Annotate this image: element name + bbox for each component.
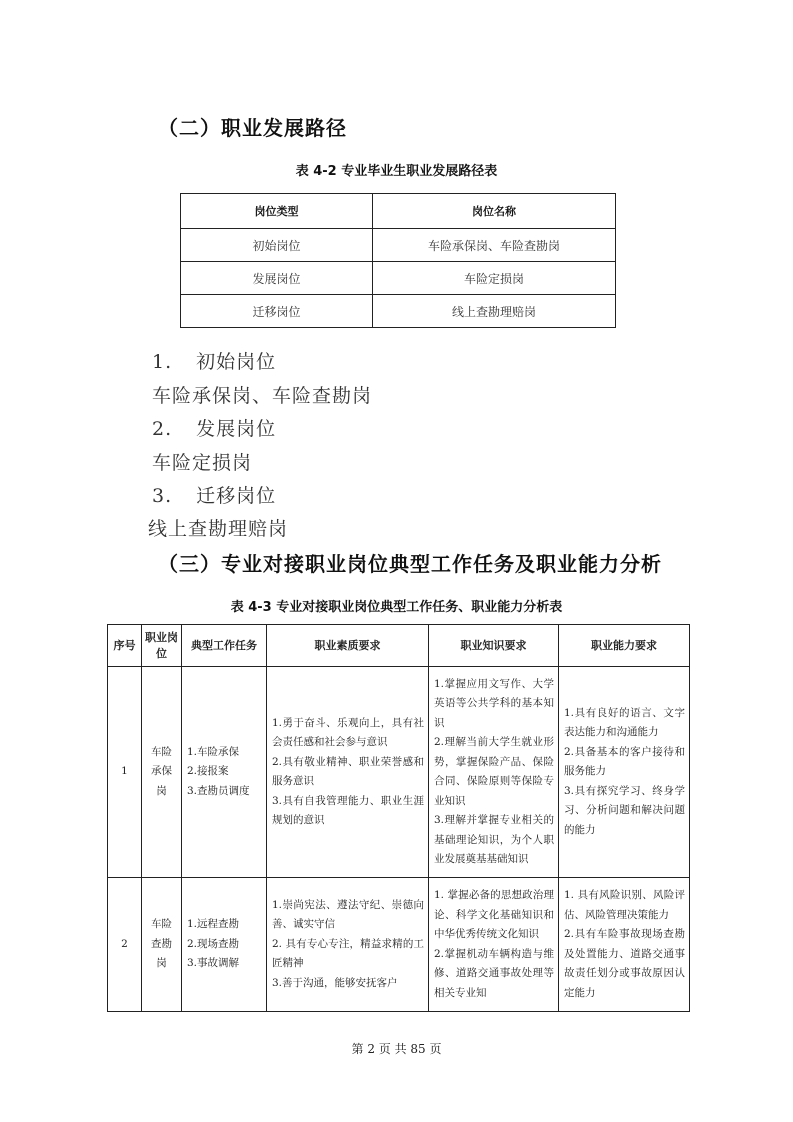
section-heading-career-path: （二）职业发展路径: [158, 116, 347, 140]
header-tasks: 典型工作任务: [182, 625, 267, 667]
list-item-desc: 线上查勘理赔岗: [148, 518, 289, 540]
table-row: [181, 229, 616, 262]
knowledge-requirements: 1.掌握应用文写作、大学英语等公共学科的基本知识 2.理解当前大学生就业形势，掌握保险产品、保险合同、保险原则等保险专业知识 3.理解并掌握专业相关的基础理论知识，为个人职业发展奠基基础知识: [429, 667, 559, 878]
header-no: 序号: [108, 625, 142, 667]
post-name: 车险承保岗: [142, 667, 182, 878]
table-4-3-caption: 表 4-3 专业对接职业岗位典型工作任务、职业能力分析表: [230, 600, 563, 615]
row-number: 2: [108, 878, 142, 1012]
list-title: 发展岗位: [196, 418, 277, 440]
quality-requirements: 1.勇于奋斗、乐观向上，具有社会责任感和社会参与意识 2.具有敬业精神、职业荣誉感和服务意识 3.具有自我管理能力、职业生涯规划的意识: [267, 667, 429, 878]
post-type-cell: 初始岗位: [181, 229, 373, 262]
header-quality: 职业素质要求: [267, 625, 429, 667]
header-knowledge: 职业知识要求: [429, 625, 559, 667]
table-4-2-caption: 表 4-2 专业毕业生职业发展路径表: [295, 164, 498, 179]
table-row: [108, 667, 690, 878]
table-header-row: [108, 625, 690, 667]
list-item-desc: 车险承保岗、车险查勘岗: [152, 385, 373, 407]
post-name-cell: 车险定损岗: [373, 262, 616, 295]
list-item-desc: 车险定损岗: [152, 452, 253, 474]
knowledge-requirements: 1. 掌握必备的思想政治理论、科学文化基础知识和中华优秀传统文化知识 2.掌握机动车辆构造与维修、道路交通事故处理等相关专业知: [429, 878, 559, 1012]
header-post-name: 岗位名称: [373, 194, 616, 229]
typical-tasks: 1.车险承保 2.接报案 3.查勘员调度: [182, 667, 267, 878]
list-title: 迁移岗位: [196, 485, 277, 507]
table-row: [181, 262, 616, 295]
post-name-cell: 车险承保岗、车险查勘岗: [373, 229, 616, 262]
table-row: [181, 295, 616, 328]
page-footer: 第 2 页 共 85 页: [351, 1042, 442, 1056]
quality-requirements: 1.崇尚宪法、遵法守纪、崇德向善、诚实守信 2. 具有专心专注，精益求精的工匠精神 3.善于沟通，能够安抚客户: [267, 878, 429, 1012]
list-item-title: [152, 414, 276, 441]
table-row: [108, 878, 690, 1012]
post-name-cell: 线上查勘理赔岗: [373, 295, 616, 328]
section-heading-task-analysis: （三）专业对接职业岗位典型工作任务及职业能力分析: [158, 552, 662, 576]
list-number: 3.: [152, 485, 173, 507]
row-number: 1: [108, 667, 142, 878]
post-type-cell: 发展岗位: [181, 262, 373, 295]
typical-tasks: 1.远程查勘 2.现场查勘 3.事故调解: [182, 878, 267, 1012]
ability-requirements: 1.具有良好的语言、文字表达能力和沟通能力 2.具备基本的客户接待和服务能力 3.具有探究学习、终身学习、分析问题和解决问题的能力: [559, 667, 690, 878]
career-path-table: [180, 193, 616, 328]
post-name: 车险查勘岗: [142, 878, 182, 1012]
list-number: 1.: [152, 351, 173, 373]
task-ability-table: [107, 624, 690, 1012]
ability-requirements: 1. 具有风险识别、风险评估、风险管理决策能力 2.具有车险事故现场查勘及处置能力、道路交通事故责任划分或事故原因认定能力: [559, 878, 690, 1012]
table-header-row: [181, 194, 616, 229]
header-post-type: 岗位类型: [181, 194, 373, 229]
header-post: 职业岗位: [142, 625, 182, 667]
list-item-title: [152, 347, 276, 374]
list-number: 2.: [152, 418, 173, 440]
post-type-cell: 迁移岗位: [181, 295, 373, 328]
list-item-title: [152, 481, 276, 508]
header-ability: 职业能力要求: [559, 625, 690, 667]
list-title: 初始岗位: [196, 351, 277, 373]
